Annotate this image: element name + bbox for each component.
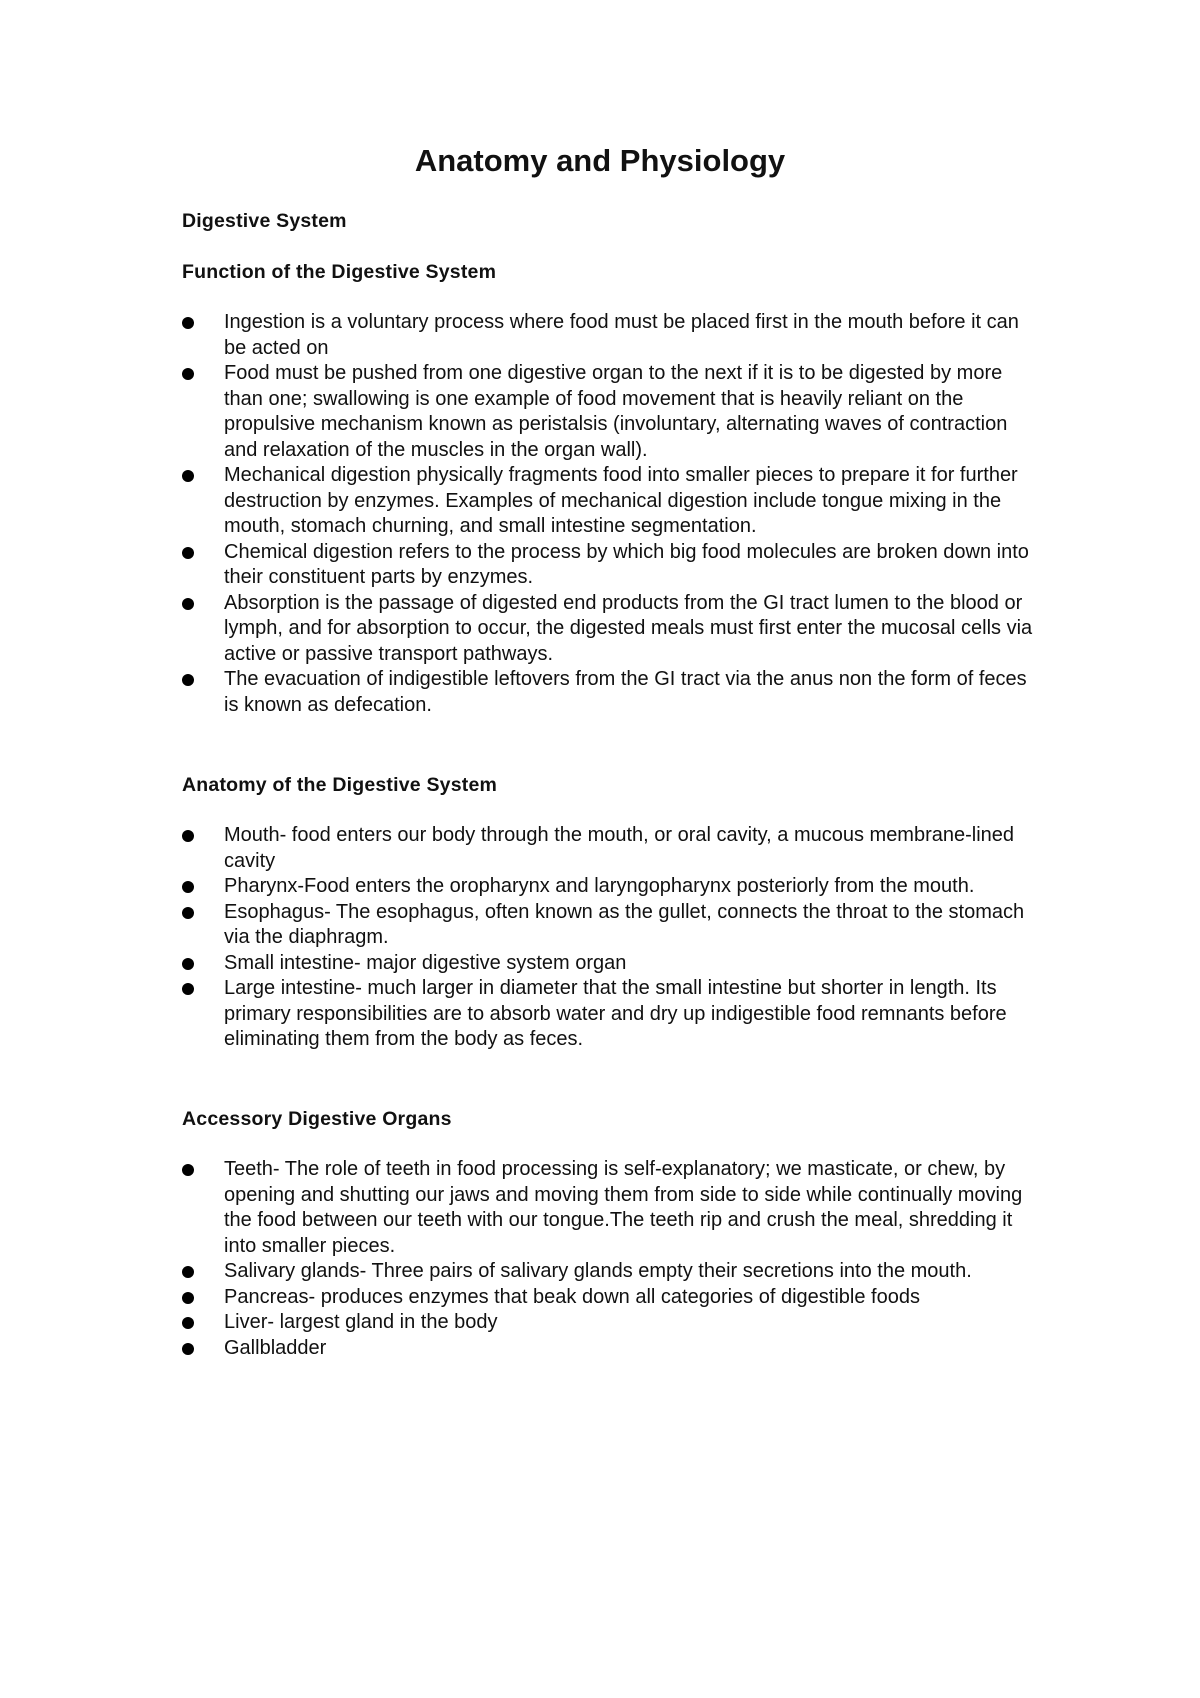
list-item [182, 823, 1042, 874]
list-item-text: Large intestine- much larger in diameter that the small intestine but shorter in length. Its primary responsibilities are to absorb water and dry up indigestible food remnants before eliminating them from the body as feces. [224, 977, 1007, 1050]
list-item [182, 874, 1042, 900]
list-item [182, 1336, 1042, 1362]
list-item-text: Food must be pushed from one digestive organ to the next if it is to be digested by more than one; swallowing is one example of food movement that is heavily reliant on the propulsive mechanism known as peristalsis (involuntary, alternating waves of contraction and relaxation of the muscles in the organ wall). [224, 362, 1008, 461]
list-item-text: The evacuation of indigestible leftovers from the GI tract via the anus non the form of feces is known as defecation. [224, 668, 1027, 716]
list-item-text: Salivary glands- Three pairs of salivary glands empty their secretions into the mouth. [224, 1260, 972, 1282]
list-item-text: Pancreas- produces enzymes that beak down all categories of digestible foods [224, 1285, 920, 1308]
list-item-text: Liver- largest gland in the body [224, 1311, 498, 1333]
list-item [182, 361, 1042, 463]
list-item [182, 1259, 1042, 1285]
list-item-text: Gallbladder [224, 1336, 327, 1359]
bullet-icon [182, 907, 194, 919]
function-list [182, 310, 1042, 718]
heading-function: Function of the Digestive System [182, 261, 497, 283]
list-item [182, 900, 1042, 951]
bullet-icon [182, 881, 194, 893]
bullet-icon [182, 1292, 194, 1304]
bullet-icon [182, 368, 194, 380]
list-item-text: Absorption is the passage of digested end products from the GI tract lumen to the blood or lymph, and for absorption to occur, the digested meals must first enter the mucosal cells via active or passive transport pathways. [224, 591, 1033, 665]
document-title: Anatomy and Physiology [414, 143, 786, 178]
list-item [182, 1310, 1042, 1336]
list-item [182, 667, 1042, 718]
list-item-text: Esophagus- The esophagus, often known as the gullet, connects the throat to the stomach via the diaphragm. [224, 900, 1025, 948]
list-item-text: Teeth- The role of teeth in food processing is self-explanatory; we masticate, or chew, by opening and shutting our jaws and moving them from side to side while continually moving the food between our teeth with our tongue.The teeth rip and crush the meal, shredding it into smaller pieces. [224, 1158, 1023, 1257]
section-heading-digestive-system: Digestive System [182, 210, 347, 232]
list-item-text: Mechanical digestion physically fragments food into smaller pieces to prepare it for further destruction by enzymes. Examples of mechanical digestion include tongue mixing in the mouth, stomach churning, and small intestine segmentation. [224, 464, 1018, 537]
list-item-text: Small intestine- major digestive system organ [224, 951, 627, 974]
list-item-text: Chemical digestion refers to the process by which big food molecules are broken down into their constituent parts by enzymes. [224, 540, 1029, 588]
list-item [182, 1285, 1042, 1311]
bullet-icon [182, 958, 194, 970]
accessory-list [182, 1157, 1042, 1361]
list-item-text: Pharynx-Food enters the oropharynx and laryngopharynx posteriorly from the mouth. [224, 875, 975, 897]
list-item [182, 463, 1042, 540]
list-item [182, 976, 1042, 1053]
list-item [182, 310, 1042, 361]
heading-accessory: Accessory Digestive Organs [182, 1108, 452, 1130]
heading-anatomy: Anatomy of the Digestive System [182, 774, 498, 796]
bullet-icon [182, 830, 194, 842]
bullet-icon [182, 1164, 194, 1176]
bullet-icon [182, 470, 194, 482]
list-item [182, 591, 1042, 668]
list-item-text: Mouth- food enters our body through the mouth, or oral cavity, a mucous membrane-lined cavity [224, 824, 1015, 872]
bullet-icon [182, 598, 194, 610]
anatomy-list [182, 823, 1042, 1053]
list-item-text: Ingestion is a voluntary process where food must be placed first in the mouth before it can be acted on [224, 311, 1019, 359]
list-item [182, 951, 1042, 977]
bullet-icon [182, 547, 194, 559]
bullet-icon [182, 1343, 194, 1355]
bullet-icon [182, 674, 194, 686]
bullet-icon [182, 317, 194, 329]
list-item [182, 1157, 1042, 1259]
bullet-icon [182, 1317, 194, 1329]
bullet-icon [182, 983, 194, 995]
bullet-icon [182, 1266, 194, 1278]
list-item [182, 540, 1042, 591]
